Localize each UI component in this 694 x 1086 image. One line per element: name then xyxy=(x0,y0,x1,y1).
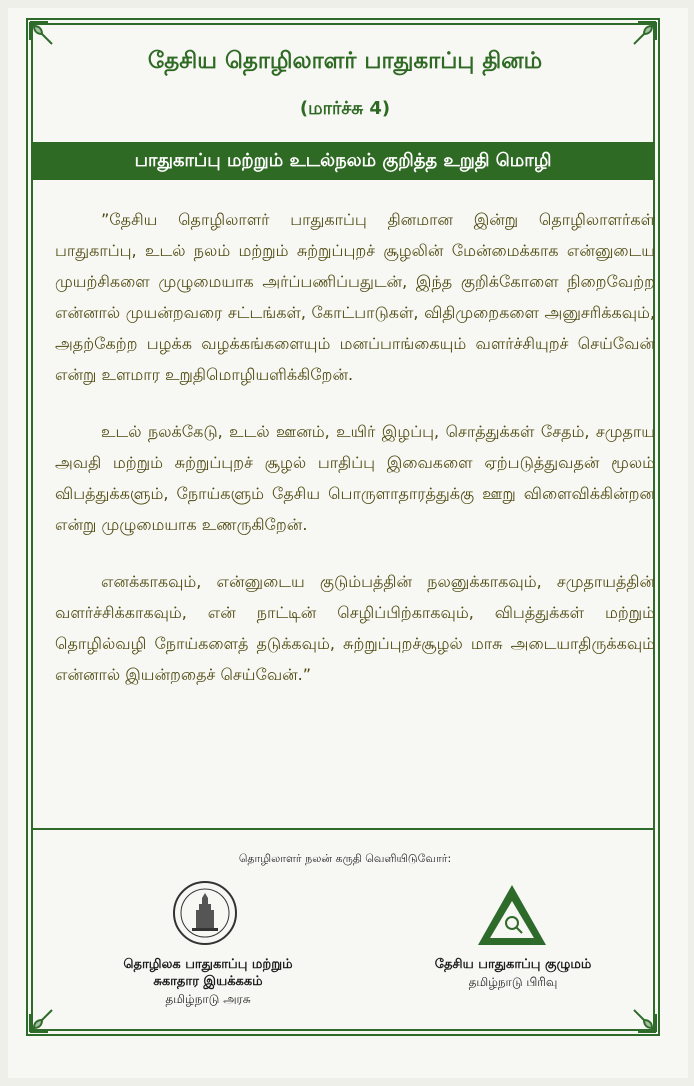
pledge-banner-text: பாதுகாப்பு மற்றும் உடல்நலம் குறித்த உறுதி மொழி xyxy=(134,149,552,171)
right-organization-name: தேசிய பாதுகாப்பு குழுமம் xyxy=(434,957,592,972)
right-organization-sub: தமிழ்நாடு பிரிவு xyxy=(468,975,558,989)
national-safety-council-triangle-icon xyxy=(476,883,548,947)
pledge-banner xyxy=(31,142,655,180)
corner-ornament-bottom-left xyxy=(28,1000,62,1034)
pledge-body xyxy=(55,204,655,716)
right-organization xyxy=(408,956,618,991)
tamil-nadu-government-seal-icon xyxy=(172,880,238,946)
left-organization-name-line2: சுகாதார இயக்ககம் xyxy=(153,974,263,989)
pledge-paragraph: எனக்காகவும், என்னுடைய குடும்பத்தின் நலனுக்காகவும், சமுதாயத்தின் வளர்ச்சிக்காகவும், என் நாட்டின் செழிப்பிற்காகவும், விபத்துக்கள் மற்றும் தொழில்வழி நோய்களைத் தடுக்கவும், சுற்றுப்புறச்சூழல் மாசு அடையாதிருக்கவும் என்னால் இயன்றதைச் செய்வேன்.” xyxy=(55,572,655,684)
poster-title: தேசிய தொழிலாளர் பாதுகாப்பு தினம் xyxy=(147,48,543,74)
left-organization xyxy=(88,956,328,1008)
publisher-line: தொழிலாளர் நலன் கருதி வெளியிடுவோர்: xyxy=(238,852,452,865)
left-organization-name-line1: தொழிலக பாதுகாப்பு மற்றும் xyxy=(123,957,293,972)
pledge-paragraph: உடல் நலக்கேடு, உடல் ஊனம், உயிர் இழப்பு, சொத்துக்கள் சேதம், சமுதாய அவதி மற்றும் சுற்றுப்புறச் சூழல் பாதிப்பு இவைகளை ஏற்படுத்துவதன் மூலம் விபத்துக்களும், நோய்களும் தேசிய பொருளாதாரத்துக்கு ஊறு விளைவிக்கின்றன என்று முழுமையாக உணருகிறேன். xyxy=(55,422,655,534)
footer-divider xyxy=(31,828,655,830)
pledge-paragraph: ”தேசிய தொழிலாளர் பாதுகாப்பு தினமான இன்று தொழிலாளர்கள் பாதுகாப்பு, உடல் நலம் மற்றும் சுற்றுப்புறச் சூழலின் மேன்மைக்காக என்னுடைய முயற்சிகளை முழுமையாக அர்ப்பணிப்பதுடன், இந்த குறிக்கோளை நிறைவேற்ற என்னால் முயன்றவரை சட்டங்கள், கோட்பாடுகள், விதிமுறைகளை அனுசரிக்கவும், அதற்கேற்ற பழக்க வழக்கங்களையும் மனப்பாங்கையும் வளர்ச்சியுறச் செய்வேன் என்று உளமார உறுதிமொழியளிக்கிறேன். xyxy=(55,210,655,384)
poster-date: (மார்ச்சு 4) xyxy=(299,98,391,119)
left-organization-sub: தமிழ்நாடு அரசு xyxy=(165,992,251,1006)
corner-ornament-bottom-right xyxy=(624,1000,658,1034)
